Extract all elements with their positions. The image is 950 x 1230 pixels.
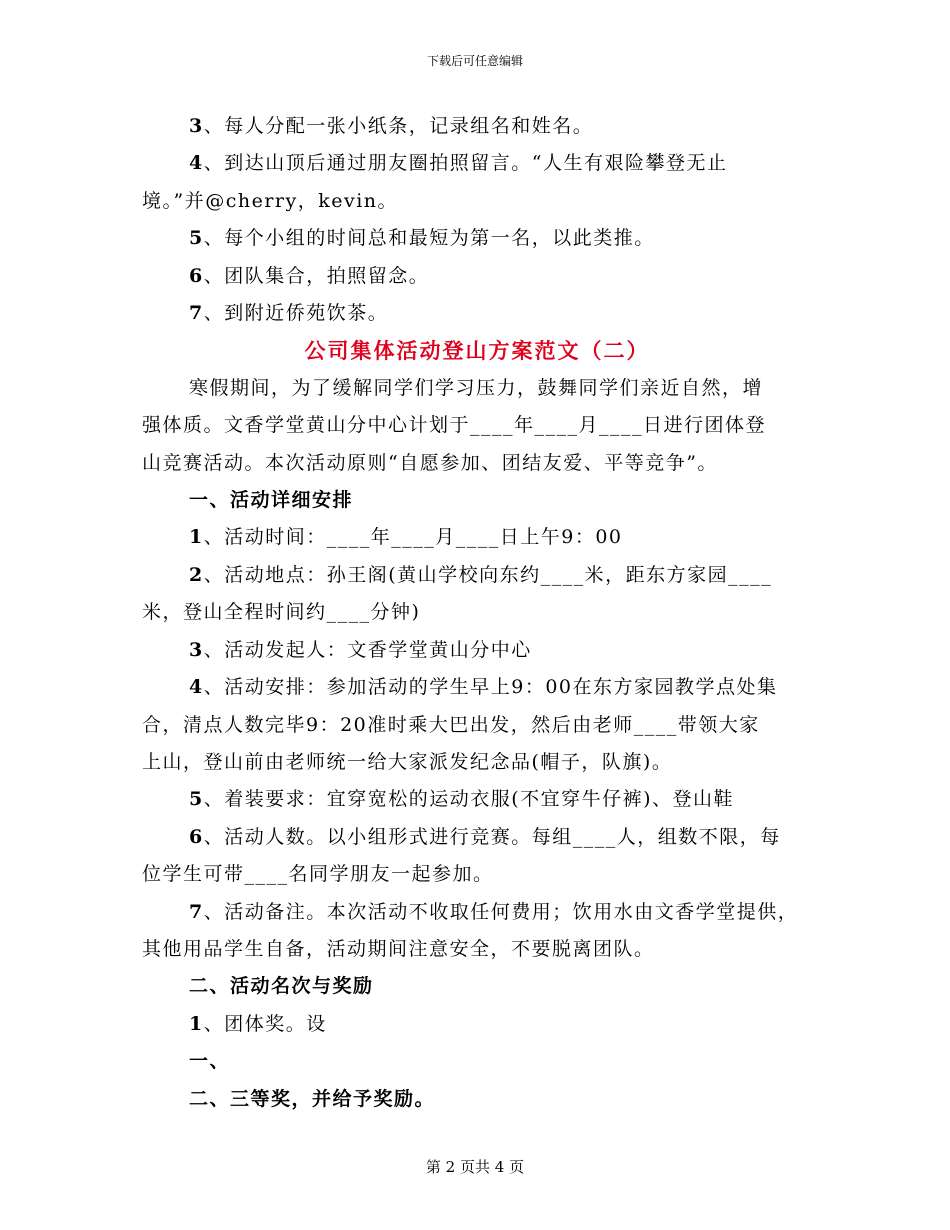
list-item [142,108,812,145]
item-text: 、团体奖。设 [203,1012,327,1035]
item-number: 5 [189,788,204,811]
item-number: 7 [189,302,204,325]
list-item [142,781,812,818]
item-number: 6 [189,825,204,848]
item-text: 、活动备注。本次活动不收取任何费用；饮用水由文香学堂提供， [203,900,799,923]
item-number: 1 [189,1012,204,1035]
list-item-continuation: 境。”并@cherry，kevin。 [142,189,399,212]
item-number: 5 [189,227,204,250]
list-item-continuation: 米，登山全程时间约____分钟) [142,601,421,624]
item-text: 、团队集合，拍照留念。 [203,264,430,287]
list-item [142,894,812,931]
intro-line: 山竞赛活动。本次活动原则“自愿参加、团结友爱、平等竞争”。 [142,451,718,474]
list-item [142,220,812,257]
list-item [142,295,812,332]
item-number: 6 [189,264,204,287]
item-number: 7 [189,900,204,923]
item-text: 、活动人数。以小组形式进行竞赛。每组____人，组数不限，每 [203,825,781,848]
list-item: 二、三等奖，并给予奖励。 [189,1087,436,1110]
list-item-continuation: 合，清点人数完毕9：20准时乘大巴出发，然后由老师____带领大家 [142,713,760,736]
item-text: 、活动安排：参加活动的学生早上9：00在东方家园教学点处集 [203,676,778,699]
item-text: 、活动发起人：文香学堂黄山分中心 [203,638,532,661]
item-text: 、到附近侨苑饮茶。 [203,302,389,325]
list-item [142,819,812,856]
intro-line: 寒假期间，为了缓解同学们学习压力，鼓舞同学们亲近自然，增 [189,376,764,399]
list-item [142,145,812,182]
page-header: 下载后可任意编辑 [426,54,523,68]
list-item [142,519,812,556]
intro-line: 强体质。文香学堂黄山分中心计划于____年____月____日进行团体登 [142,414,767,437]
item-text: 、活动地点：孙王阁(黄山学校向东约____米，距东方家园____ [203,563,773,586]
item-text: 、每人分配一张小纸条，记录组名和姓名。 [203,115,594,137]
list-item: 一、 [189,1050,231,1073]
item-number: 4 [189,676,204,699]
item-number: 1 [189,526,204,549]
list-item [142,1006,812,1043]
list-item-continuation: 其他用品学生自备，活动期间注意安全，不要脱离团队。 [142,937,655,960]
list-item-continuation: 上山，登山前由老师统一给大家派发纪念品(帽子，队旗)。 [142,750,673,773]
section-heading: 一、活动详细安排 [189,489,354,512]
item-text: 、到达山顶后通过朋友圈拍照留言。“人生有艰险攀登无止 [203,152,728,175]
item-text: 、着装要求：宜穿宽松的运动衣服(不宜穿牛仔裤)、登山鞋 [203,788,735,811]
document-title: 公司集体活动登山方案范文（二） [304,338,650,364]
item-number: 3 [189,638,204,661]
list-item-continuation: 位学生可带____名同学朋友一起参加。 [142,863,494,886]
item-number: 4 [189,152,204,175]
page-footer: 第 2 页共 4 页 [425,1158,525,1176]
item-number: 2 [189,563,204,586]
document-body [142,108,812,1118]
item-number: 3 [189,115,204,137]
list-item [142,669,812,706]
list-item [142,557,812,594]
list-item [142,632,812,669]
item-text: 、活动时间：____年____月____日上午9：00 [203,526,623,549]
list-item [142,258,812,295]
item-text: 、每个小组的时间总和最短为第一名，以此类推。 [203,227,655,250]
section-heading: 二、活动名次与奖励 [189,975,374,998]
